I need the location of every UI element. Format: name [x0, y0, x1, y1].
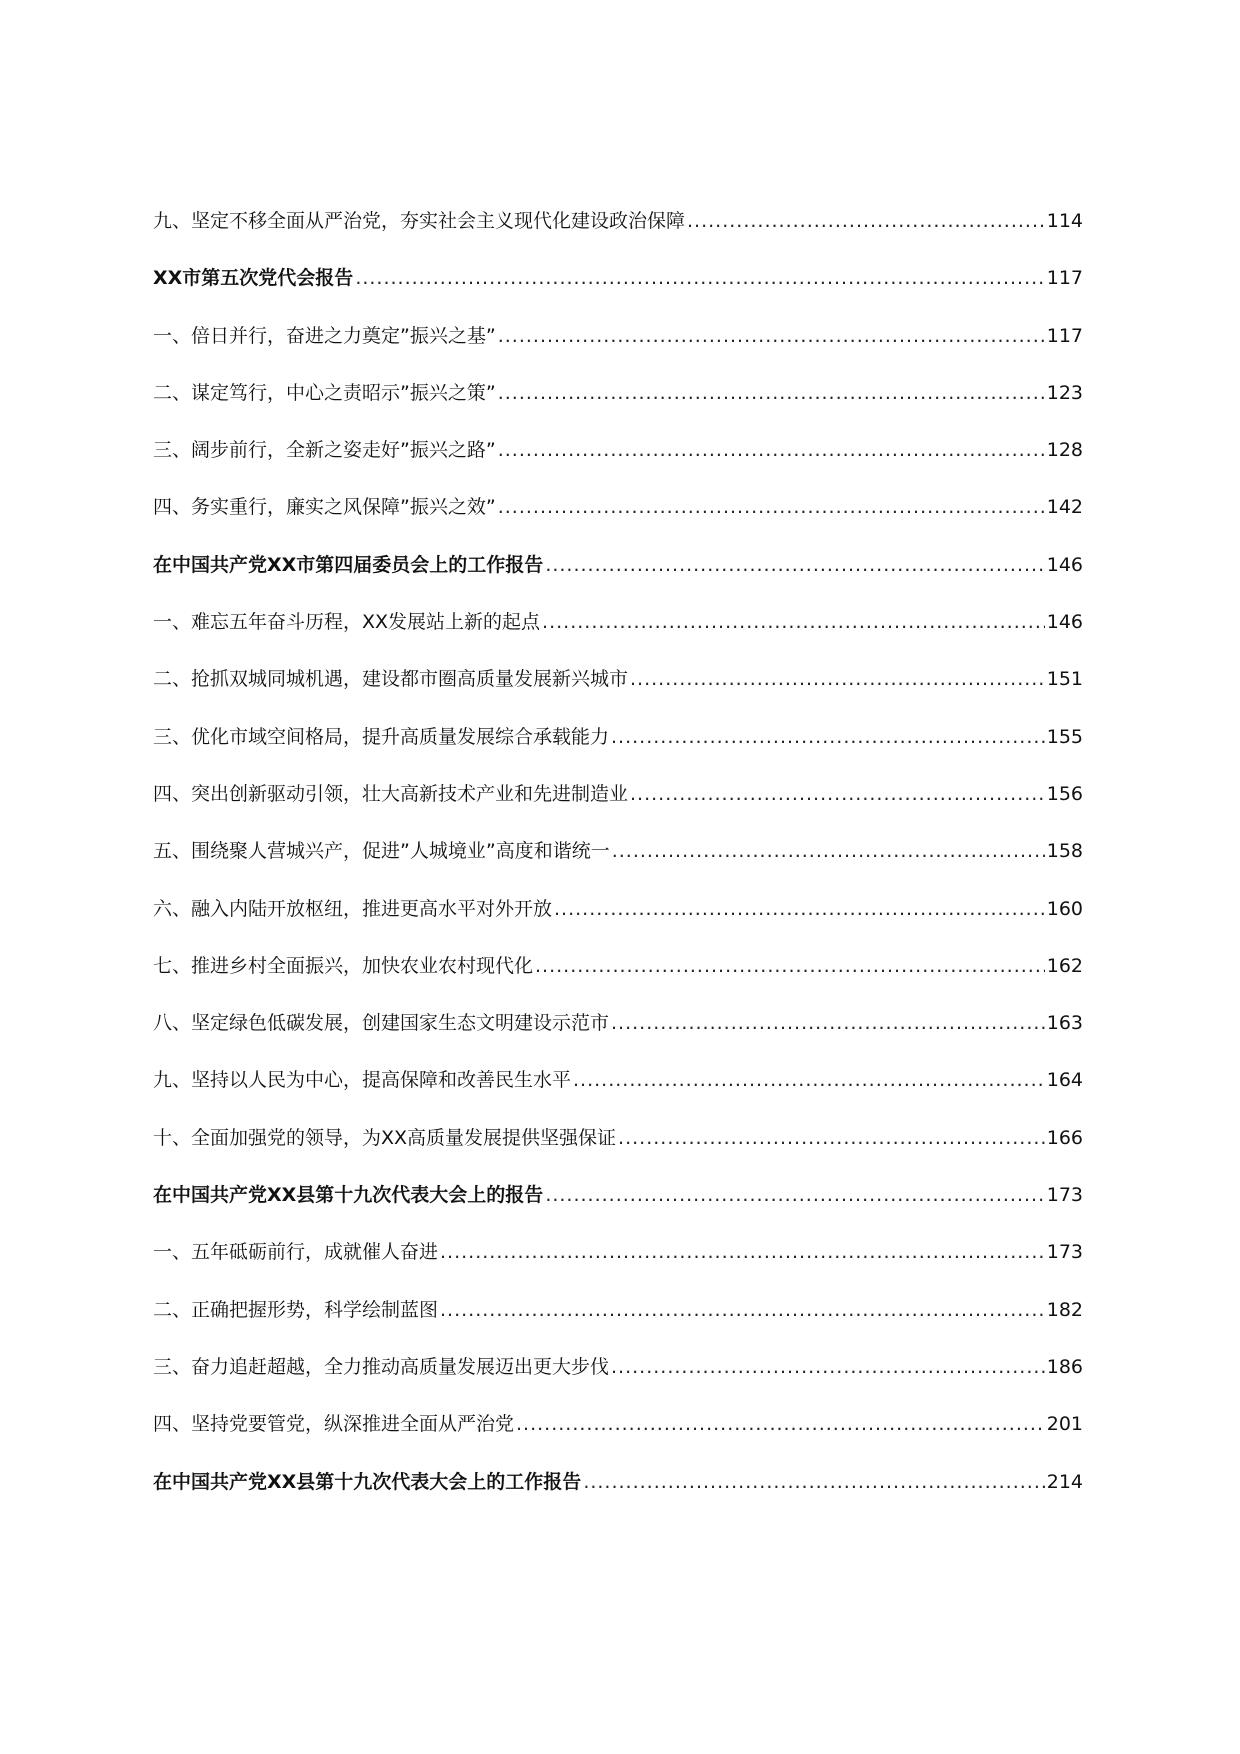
toc-dot-leader: [545, 1183, 1044, 1207]
toc-entry[interactable]: [153, 839, 1083, 896]
toc-dot-leader: [440, 1240, 1045, 1264]
toc-entry[interactable]: [153, 324, 1083, 381]
toc-entry[interactable]: [153, 954, 1083, 1011]
toc-entry-title: 三、奋力追赶超越，全力推动高质量发展迈出更大步伐: [153, 1355, 610, 1378]
toc-entry-report[interactable]: [153, 553, 1083, 610]
toc-entry[interactable]: [153, 897, 1083, 954]
toc-entry-page-number: 186: [1046, 1355, 1083, 1378]
toc-entry-title: 在中国共产党XX市第四届委员会上的工作报告: [153, 553, 544, 576]
toc-dot-leader: [498, 381, 1045, 405]
toc-dot-leader: [583, 1470, 1044, 1494]
toc-entry-page-number: 146: [1046, 553, 1083, 576]
toc-dot-leader: [573, 1068, 1045, 1092]
toc-entry-title: 在中国共产党XX县第十九次代表大会上的工作报告: [153, 1470, 582, 1493]
toc-entry-page-number: 160: [1046, 897, 1083, 920]
toc-entry-page-number: 146: [1046, 611, 1083, 634]
toc-dot-leader: [554, 897, 1045, 921]
toc-entry-title: 二、谋定笃行，中心之责昭示”振兴之策”: [153, 381, 496, 404]
toc-entry-page-number: 128: [1046, 439, 1083, 462]
toc-entry-page-number: 156: [1046, 782, 1083, 805]
toc-dot-leader: [612, 839, 1045, 863]
toc-entry[interactable]: [153, 438, 1083, 495]
table-of-contents: [153, 209, 1083, 1527]
toc-entry-title: 七、推进乡村全面振兴，加快农业农村现代化: [153, 954, 534, 977]
toc-entry-title: 二、抢抓双城同城机遇，建设都市圈高质量发展新兴城市: [153, 668, 629, 691]
toc-entry[interactable]: [153, 725, 1083, 782]
toc-entry[interactable]: [153, 1355, 1083, 1412]
toc-entry-page-number: 117: [1046, 267, 1083, 290]
toc-entry-page-number: 163: [1046, 1012, 1083, 1035]
toc-entry-page-number: 162: [1046, 954, 1083, 977]
toc-entry-title: 五、围绕聚人营城兴产，促进”人城境业”高度和谐统一: [153, 840, 610, 863]
toc-entry[interactable]: [153, 610, 1083, 667]
toc-entry-report[interactable]: [153, 1183, 1083, 1240]
toc-entry[interactable]: [153, 1068, 1083, 1125]
toc-entry-title: 四、坚持党要管党，纵深推进全面从严治党: [153, 1413, 515, 1436]
toc-entry[interactable]: [153, 1412, 1083, 1469]
toc-entry-title: 三、阔步前行，全新之姿走好”振兴之路”: [153, 439, 496, 462]
toc-entry-title: XX市第五次党代会报告: [153, 267, 354, 290]
toc-entry-page-number: 173: [1046, 1184, 1083, 1207]
toc-entry-title: 三、优化市域空间格局，提升高质量发展综合承载能力: [153, 725, 610, 748]
toc-entry-title: 八、坚定绿色低碳发展，创建国家生态文明建设示范市: [153, 1012, 610, 1035]
toc-dot-leader: [498, 495, 1045, 519]
toc-dot-leader: [611, 1355, 1045, 1379]
toc-entry-title: 九、坚持以人民为中心，提高保障和改善民生水平: [153, 1069, 572, 1092]
toc-entry[interactable]: [153, 495, 1083, 552]
toc-entry-report[interactable]: [153, 266, 1083, 323]
toc-entry[interactable]: [153, 381, 1083, 438]
toc-dot-leader: [516, 1412, 1045, 1436]
toc-entry-page-number: 155: [1046, 725, 1083, 748]
toc-entry-page-number: 214: [1046, 1470, 1083, 1493]
toc-dot-leader: [542, 610, 1045, 634]
toc-entry[interactable]: [153, 667, 1083, 724]
toc-entry-page-number: 142: [1046, 496, 1083, 519]
toc-entry-page-number: 164: [1046, 1069, 1083, 1092]
toc-entry-page-number: 123: [1046, 381, 1083, 404]
toc-dot-leader: [545, 553, 1044, 577]
toc-entry[interactable]: [153, 782, 1083, 839]
toc-entry[interactable]: [153, 209, 1083, 266]
toc-entry-title: 一、五年砥砺前行，成就催人奋进: [153, 1241, 439, 1264]
toc-entry-page-number: 201: [1046, 1413, 1083, 1436]
toc-entry-page-number: 151: [1046, 668, 1083, 691]
toc-dot-leader: [687, 209, 1045, 233]
toc-entry-title: 一、难忘五年奋斗历程，XX发展站上新的起点: [153, 611, 541, 634]
toc-dot-leader: [611, 725, 1045, 749]
toc-entry[interactable]: [153, 1240, 1083, 1297]
toc-entry-title: 一、倍日并行，奋进之力奠定”振兴之基”: [153, 324, 496, 347]
toc-entry-page-number: 114: [1046, 210, 1083, 232]
toc-entry-page-number: 173: [1046, 1241, 1083, 1264]
toc-entry-title: 四、务实重行，廉实之风保障”振兴之效”: [153, 496, 496, 519]
toc-dot-leader: [611, 1011, 1045, 1035]
toc-entry[interactable]: [153, 1126, 1083, 1183]
toc-entry-title: 二、正确把握形势，科学绘制蓝图: [153, 1298, 439, 1321]
toc-entry-page-number: 158: [1046, 840, 1083, 863]
toc-entry-page-number: 117: [1046, 324, 1083, 347]
toc-dot-leader: [630, 667, 1045, 691]
toc-dot-leader: [630, 782, 1045, 806]
toc-entry-title: 六、融入内陆开放枢纽，推进更高水平对外开放: [153, 897, 553, 920]
toc-dot-leader: [535, 954, 1045, 978]
toc-entry-page-number: 166: [1046, 1126, 1083, 1149]
toc-entry-title: 在中国共产党XX县第十九次代表大会上的报告: [153, 1184, 544, 1207]
toc-dot-leader: [440, 1298, 1045, 1322]
toc-entry-title: 四、突出创新驱动引领，壮大高新技术产业和先进制造业: [153, 782, 629, 805]
toc-entry-page-number: 182: [1046, 1298, 1083, 1321]
toc-dot-leader: [355, 266, 1044, 290]
toc-entry-title: 十、全面加强党的领导，为XX高质量发展提供坚强保证: [153, 1126, 617, 1149]
toc-entry[interactable]: [153, 1298, 1083, 1355]
toc-dot-leader: [618, 1126, 1045, 1150]
toc-dot-leader: [498, 324, 1045, 348]
toc-entry[interactable]: [153, 1011, 1083, 1068]
toc-entry-report[interactable]: [153, 1470, 1083, 1527]
toc-dot-leader: [498, 438, 1045, 462]
toc-entry-title: 九、坚定不移全面从严治党，夯实社会主义现代化建设政治保障: [153, 210, 686, 232]
